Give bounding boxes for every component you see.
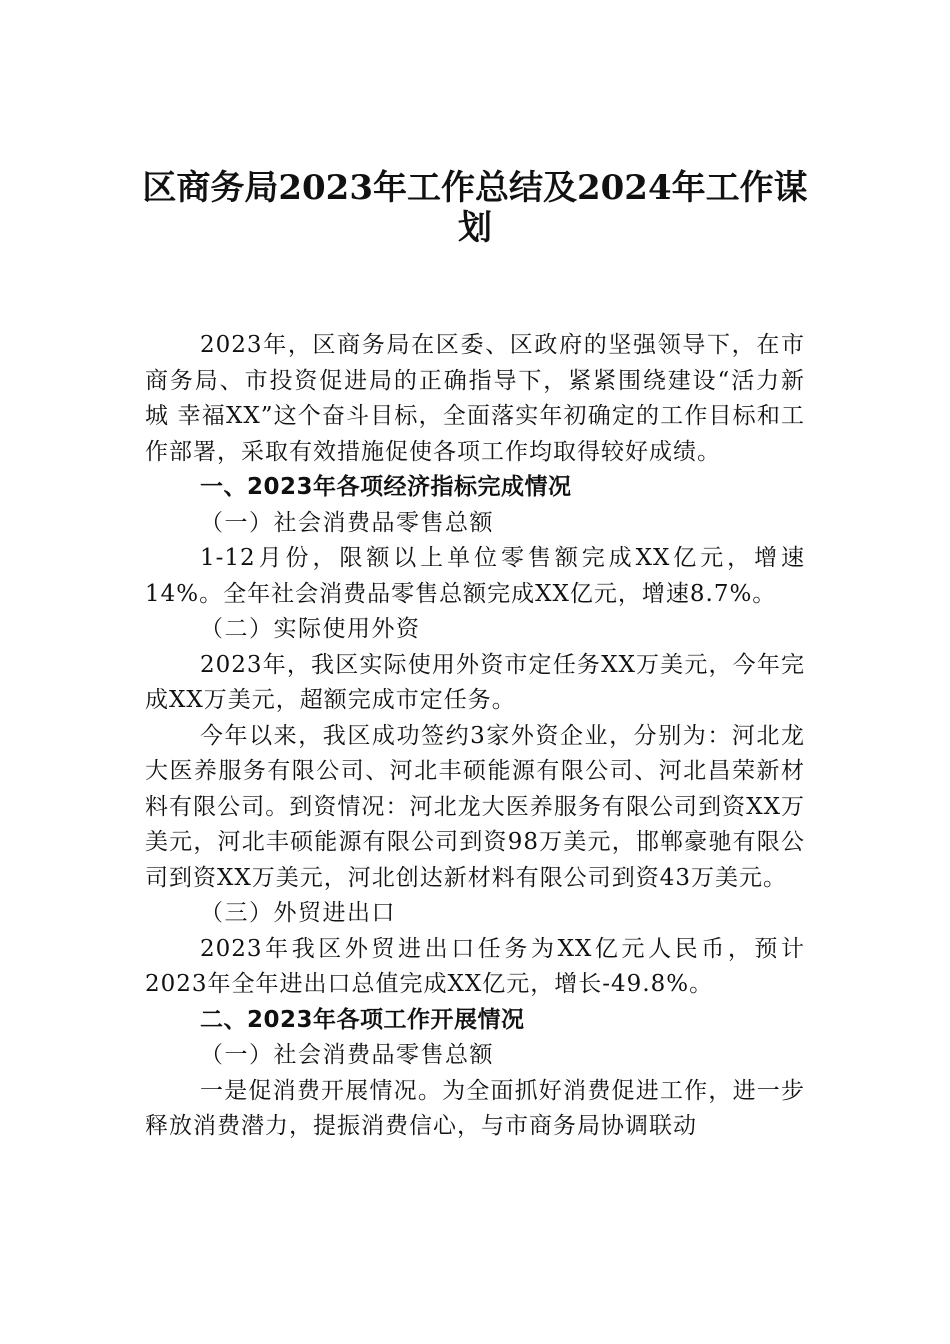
document-body [145,328,805,1145]
consumption-paragraph: 一是促消费开展情况。为全面抓好消费促进工作，进一步释放消费潜力，提振消费信心，与市商务局协调联动 [145,1077,805,1139]
section-heading-2: 二、2023年各项工作开展情况 [200,1006,525,1033]
foreign-enterprises-paragraph: 今年以来，我区成功签约3家外资企业，分别为：河北龙大医养服务有限公司、河北丰硕能源有限公司、河北昌荣新材料有限公司。到资情况：河北龙大医养服务有限公司到资XX万美元，河北丰硕能源有限公司到资98万美元，邯郸豪驰有限公司到资XX万美元，河北创达新材料有限公司到资43万美元。 [145,722,805,891]
retail-sales-paragraph: 1-12月份，限额以上单位零售额完成XX亿元，增速14%。全年社会消费品零售总额完成XX亿元，增速8.7%。 [145,545,805,607]
subsection-heading-1-3: （三）外贸进出口 [200,900,396,926]
document-title-line-2: 划 [458,208,492,248]
foreign-capital-paragraph: 2023年，我区实际使用外资市定任务XX万美元，今年完成XX万美元，超额完成市定任务。 [145,651,805,713]
subsection-heading-1-2: （二）实际使用外资 [200,616,421,642]
subsection-heading-1-1: （一）社会消费品零售总额 [200,509,494,536]
intro-paragraph: 2023年，区商务局在区委、区政府的坚强领导下，在市商务局、市投资促进局的正确指导下，紧紧围绕建设“活力新城 幸福XX”这个奋斗目标，全面落实年初确定的工作目标和工作部署，采取有效措施促使各项工作均取得较好成绩。 [145,332,805,465]
subsection-heading-2-1: （一）社会消费品零售总额 [200,1042,494,1068]
section-heading-1: 一、2023年各项经济指标完成情况 [200,474,572,500]
trade-paragraph: 2023年我区外贸进出口任务为XX亿元人民币，预计2023年全年进出口总值完成XX亿元，增长-49.8%。 [145,935,805,997]
document-title-line-1: 区商务局2023年工作总结及2024年工作谋 [142,168,808,208]
